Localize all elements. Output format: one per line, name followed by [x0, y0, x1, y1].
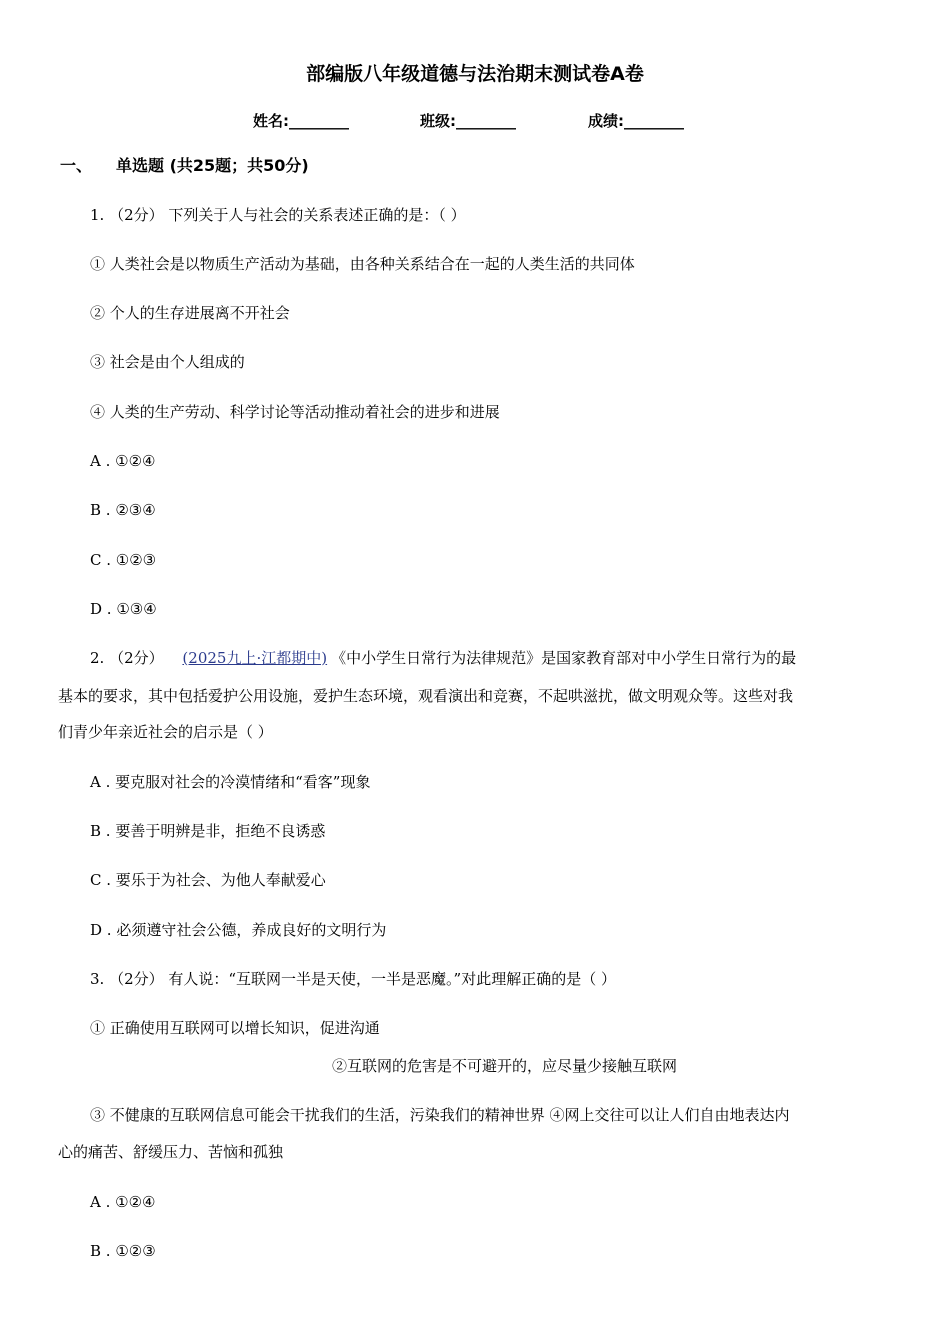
- q2-stem-text-1: 《中小学生日常行为法律规范》是国家教育部对中小学生日常行为的最: [331, 649, 797, 667]
- page-title: 部编版八年级道德与法治期末测试卷A卷: [306, 63, 644, 85]
- class-field-label: 班级:________: [420, 112, 516, 130]
- q3-option-a: A . ①②④: [90, 1193, 156, 1211]
- q3-statement-1: ① 正确使用互联网可以增长知识，促进沟通: [90, 1019, 380, 1037]
- q2-option-a: A . 要克服对社会的冷漠情绪和“看客”现象: [90, 773, 371, 791]
- score-field-label: 成绩:________: [588, 112, 684, 130]
- q1-statement-1: ① 人类社会是以物质生产活动为基础，由各种关系结合在一起的人类生活的共同体: [90, 255, 635, 273]
- q1-option-b: B . ②③④: [90, 501, 156, 519]
- q3-stem: 3. （2分） 有人说：“互联网一半是天使，一半是恶魔。”对此理解正确的是（ ）: [90, 970, 616, 988]
- q2-number: 2.: [90, 649, 105, 667]
- q1-statement-3: ③ 社会是由个人组成的: [90, 353, 245, 371]
- q2-option-d: D . 必须遵守社会公德，养成良好的文明行为: [90, 921, 387, 939]
- q2-option-c: C . 要乐于为社会、为他人奉献爱心: [90, 871, 326, 889]
- q2-score: （2分）: [109, 649, 164, 667]
- section-heading: [60, 154, 309, 178]
- q2-option-b: B . 要善于明辨是非，拒绝不良诱惑: [90, 822, 326, 840]
- q1-statement-2: ② 个人的生存进展离不开社会: [90, 304, 290, 322]
- q1-option-a: A . ①②④: [90, 452, 156, 470]
- q2-stem-line-2: 基本的要求，其中包括爱护公用设施，爱护生态环境，观看演出和竞赛，不起哄滋扰，做文明观众等。这些对我: [58, 687, 794, 705]
- q1-statement-4: ④ 人类的生产劳动、科学讨论等活动推动着社会的进步和进展: [90, 403, 500, 421]
- name-field-label: 姓名:________: [253, 112, 349, 130]
- q3-statement-3-line-2: 心的痛苦、舒缓压力、苦恼和孤独: [58, 1143, 284, 1161]
- section-title: 单选题 (共25题；共50分): [116, 156, 309, 175]
- q2-stem-line-3: 们青少年亲近社会的启示是（ ）: [58, 723, 273, 741]
- q3-option-b: B . ①②③: [90, 1242, 156, 1260]
- q3-statement-3-line-1: ③ 不健康的互联网信息可能会干扰我们的生活，污染我们的精神世界 ④网上交往可以让人们自由地表达内: [90, 1106, 790, 1124]
- q3-statement-2: ②互联网的危害是不可避开的，应尽量少接触互联网: [332, 1057, 678, 1075]
- q2-stem-line-1: [90, 648, 796, 668]
- section-number: 一、: [60, 156, 93, 175]
- q2-source-link[interactable]: (2025九上·江都期中): [182, 649, 328, 667]
- q1-option-d: D . ①③④: [90, 600, 157, 618]
- q1-stem: 1. （2分） 下列关于人与社会的关系表述正确的是：（ ）: [90, 206, 466, 224]
- q1-option-c: C . ①②③: [90, 551, 157, 569]
